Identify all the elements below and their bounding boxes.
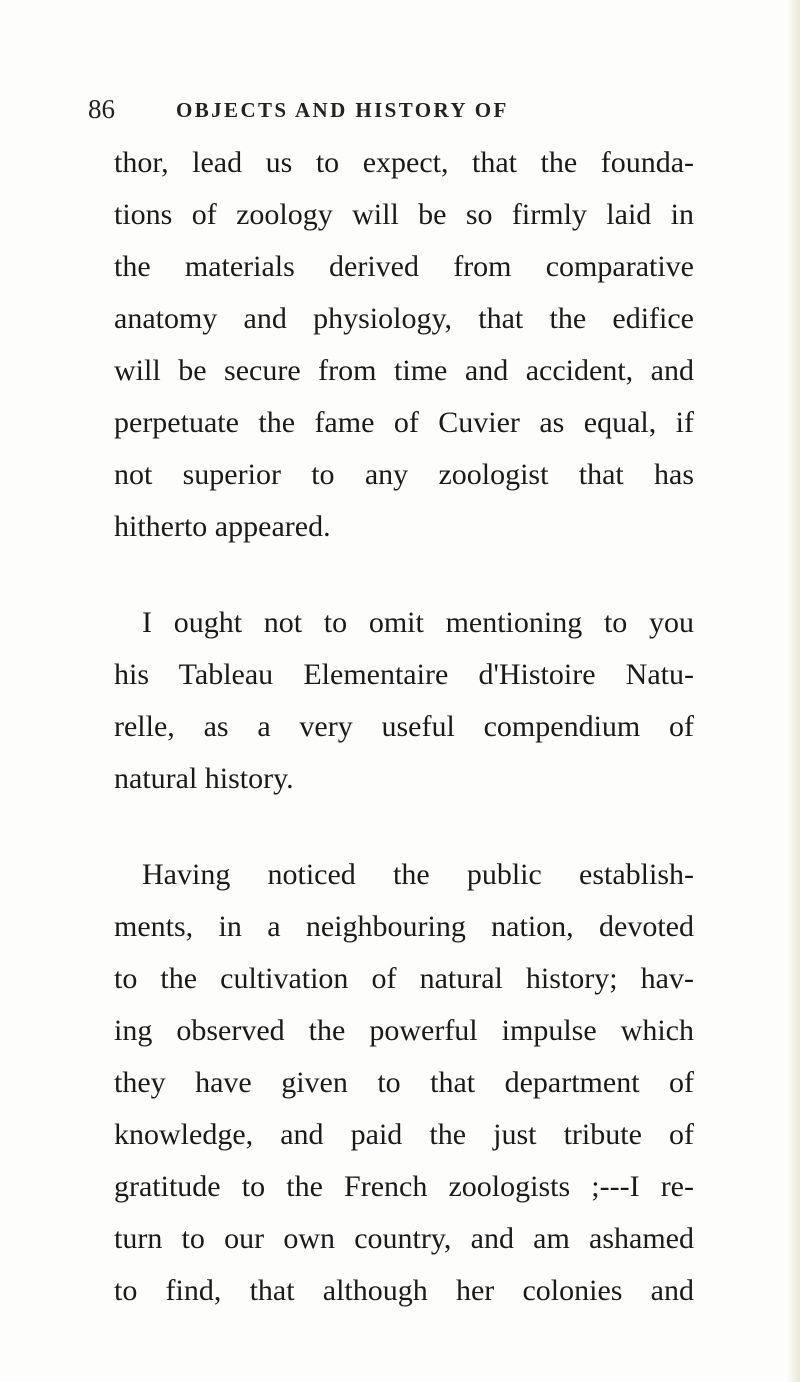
- text-line: knowledge, and paid the just tribute of: [114, 1118, 694, 1151]
- text-line: hitherto appeared.: [114, 510, 331, 543]
- text-line: Having noticed the public establish-: [142, 858, 694, 891]
- text-line: his Tableau Elementaire d'Histoire Natu-: [114, 658, 694, 691]
- paragraph-spacer: [114, 805, 694, 849]
- page-edge-shading: [786, 0, 800, 1382]
- text-line: tions of zoology will be so firmly laid in: [114, 198, 694, 231]
- text-line: thor, lead us to expect, that the founda-: [114, 146, 694, 179]
- text-line: perpetuate the fame of Cuvier as equal, if: [114, 406, 694, 439]
- body-text: [114, 137, 694, 1317]
- running-head-title: OBJECTS AND HISTORY OF: [176, 98, 509, 122]
- paragraph-2: [114, 597, 694, 805]
- text-line: to the cultivation of natural history; hav-: [114, 962, 694, 995]
- text-line: not superior to any zoologist that has: [114, 458, 694, 491]
- text-line: will be secure from time and accident, and: [114, 354, 694, 387]
- text-line: relle, as a very useful compendium of: [114, 710, 694, 743]
- text-line: to find, that although her colonies and: [114, 1274, 694, 1307]
- text-line: ing observed the powerful impulse which: [114, 1014, 694, 1047]
- paragraph-3: [114, 849, 694, 1317]
- running-head: [88, 92, 728, 126]
- text-line: turn to our own country, and am ashamed: [114, 1222, 694, 1255]
- paragraph-1: [114, 137, 694, 553]
- text-line: I ought not to omit mentioning to you: [142, 606, 694, 639]
- text-line: they have given to that department of: [114, 1066, 694, 1099]
- text-line: anatomy and physiology, that the edifice: [114, 302, 694, 335]
- text-line: natural history.: [114, 762, 294, 795]
- text-line: gratitude to the French zoologists ;---I re-: [114, 1170, 694, 1203]
- text-line: the materials derived from comparative: [114, 250, 694, 283]
- paragraph-spacer: [114, 553, 694, 597]
- text-line: ments, in a neighbouring nation, devoted: [114, 910, 694, 943]
- page-number: 86: [88, 94, 115, 124]
